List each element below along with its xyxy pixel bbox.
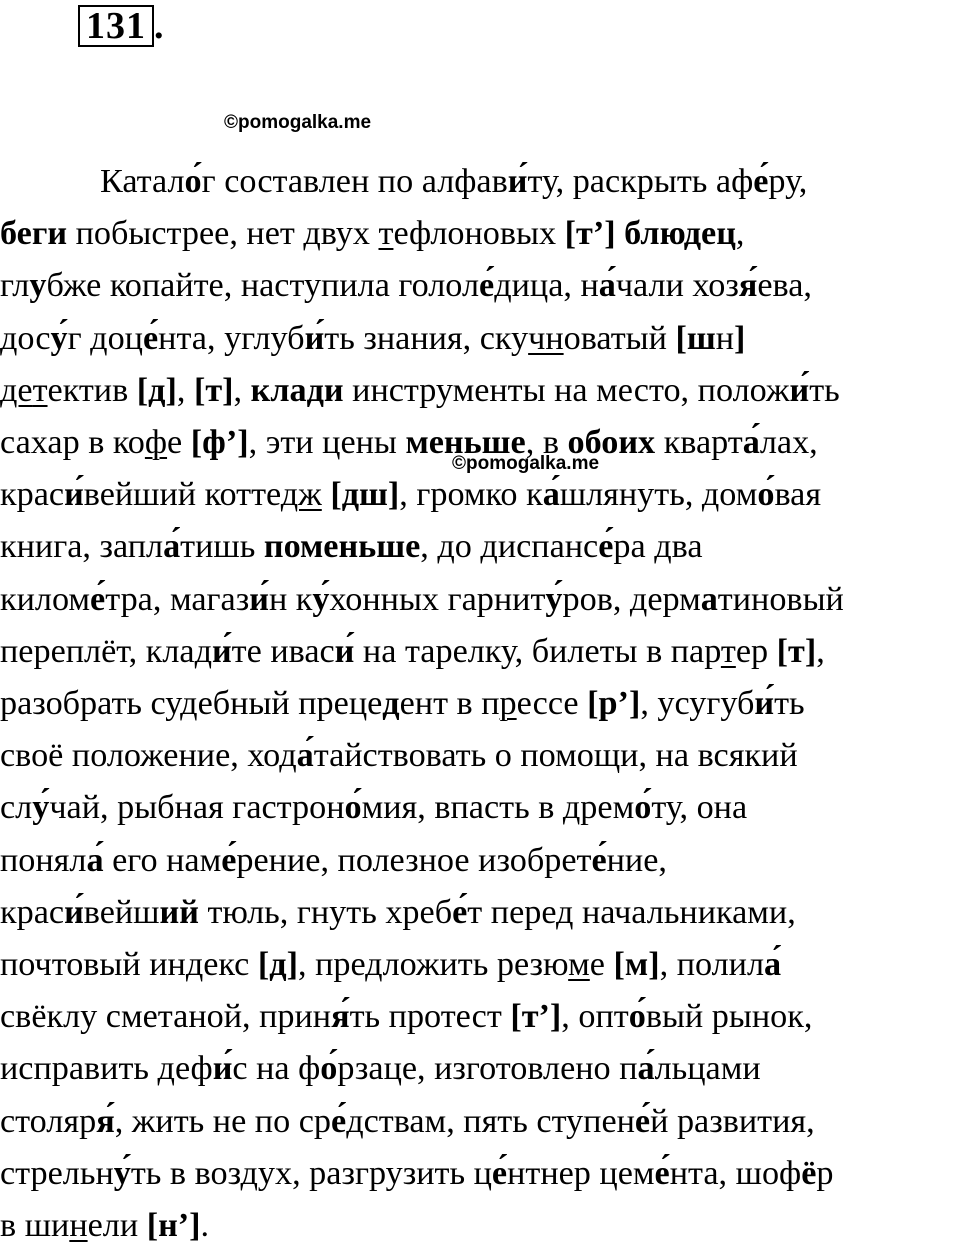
text-line [0,1154,834,1194]
emphasis-text: о́ [628,998,646,1036]
text-segment: хонных гарнит [329,580,546,618]
text-segment: , [735,215,745,253]
text-segment: , [176,371,194,409]
text-line [0,632,825,672]
emphasis-text: о́ [344,789,362,827]
emphasis-text: я́ [96,1102,115,1140]
emphasis-text: [т] [193,371,234,409]
text-segment: н к [268,580,313,618]
text-segment: кварт [655,424,743,461]
emphasis-text: поменьше [263,528,421,566]
text-segment: ессе [516,685,588,722]
text-segment: тиновый [717,580,844,618]
text-segment: нтнер цем [507,1154,655,1192]
emphasis-text: блюдец [624,215,736,253]
text-line [0,788,747,828]
emphasis-text: [т] [776,632,817,670]
emphasis-text: е́ [221,841,237,879]
text-segment: тра, магаз [105,580,250,618]
text-line [0,684,805,724]
text-segment: ту, она [651,789,748,827]
text-segment: стрельн [0,1154,114,1192]
text-segment: побыстрее, нет двух [67,215,379,253]
emphasis-text: а́ [86,841,104,879]
emphasis-text: у́ [32,789,50,827]
text-segment: ров, дерм [562,580,701,618]
text-segment: те ивас [231,632,335,670]
text-segment: книга, запл [0,528,164,566]
emphasis-text: е́ [591,841,607,879]
text-segment: ент в п [399,685,500,722]
emphasis-text: о́ [634,789,652,827]
text-segment: ер [735,632,777,670]
text-segment: килом [0,580,91,618]
emphasis-text: [д] [257,946,298,983]
text-line [100,162,807,202]
emphasis-text: у́ [113,1154,131,1192]
text-line [0,1102,815,1142]
text-line [0,527,703,567]
text-segment: , эти цены [248,424,406,461]
emphasis-text: е́ [90,580,106,618]
text-segment: нта, углуб [158,319,305,357]
text-segment: почтовый ин [0,946,186,983]
emphasis-text: у [29,267,47,305]
text-segment: столяр [0,1102,97,1140]
text-segment: тюль, гнуть хреб [198,893,453,931]
emphasis-text: я́ [331,998,350,1036]
emphasis-text: и́ [212,1050,233,1088]
text-segment: , жить не по ср [114,1102,331,1140]
underlined-text: т [32,371,48,409]
text-line [0,580,844,620]
text-segment: дствам, пять ступен [346,1102,635,1140]
text-segment: г составлен по алфав [201,163,508,200]
underlined-text: де [0,371,33,409]
emphasis-text: и́ [754,685,775,722]
text-line [0,423,818,463]
text-segment: бже копайте, наступила голол [46,267,480,305]
emphasis-text: [н’] [146,1207,201,1244]
text-segment: лах, [759,424,818,461]
text-segment: н [715,319,734,357]
text-segment: дос [0,319,51,357]
emphasis-text: а́ [764,946,782,983]
text-segment: , опт [561,998,629,1036]
underlined-text: м [568,946,590,983]
text-segment: инструменты на место, полож [343,371,790,409]
text-segment: вейш [83,893,160,931]
emphasis-text: е́ [142,319,159,357]
emphasis-text: ий [159,893,199,931]
emphasis-text: и́ [334,632,355,670]
emphasis-text: е́ [654,1154,670,1192]
emphasis-text: беги [0,215,68,253]
text-segment: крас [0,893,65,931]
emphasis-text: е́ [634,1102,651,1140]
text-segment: ели [87,1207,147,1244]
emphasis-text: и́ [304,319,325,357]
text-segment: ть знания, ску [324,319,529,357]
text-segment: ру, [768,163,808,200]
text-line [0,319,745,359]
text-segment: на тарелку, билеты в пар [354,632,721,670]
text-segment: , громко к [399,476,543,514]
emphasis-text: клади [250,371,344,409]
text-segment: ту, раскрыть аф [527,163,754,200]
emphasis-text: я́ [738,267,758,305]
emphasis-text: а́ [742,424,760,461]
text-segment: в ши [0,1207,70,1244]
emphasis-text: [ш [675,319,716,357]
exercise-number: 131 . [78,5,165,47]
text-segment: рение, полезное изобрет [236,841,592,879]
emphasis-text: а́ [542,476,560,514]
text-segment: своё положение, ход [0,737,297,775]
text-line [0,841,667,881]
emphasis-text: и́ [64,476,84,514]
text-segment: льцами [654,1050,761,1088]
text-segment: ефлоновых [393,215,565,253]
emphasis-text: а́ [296,737,314,775]
emphasis-text: д [382,685,400,722]
text-segment: вая [774,476,822,514]
text-line [0,893,796,933]
text-segment: . [200,1207,210,1244]
text-segment: , в [525,424,568,461]
emphasis-text: о́ [320,1050,338,1088]
emphasis-text: и́ [211,632,232,670]
text-segment: , [816,632,825,670]
emphasis-text: и́ [507,163,528,200]
emphasis-text: обоих [567,424,656,461]
text-segment: Катал [100,163,185,200]
emphasis-text: е́ [753,163,769,200]
emphasis-text: е́ [479,267,495,305]
emphasis-text: ] [734,319,746,357]
watermark: ©pomogalka.me [224,112,372,133]
emphasis-text: о́ [184,163,202,200]
emphasis-text: и́ [249,580,269,618]
underlined-text: н [69,1207,88,1244]
text-segment [616,215,625,252]
emphasis-text: е́ [452,893,468,931]
emphasis-text: у́ [50,319,68,357]
underlined-text: дж [280,476,322,514]
text-segment: ть [774,685,805,722]
emphasis-text: е́ [331,1102,347,1140]
text-segment: гл [0,267,30,305]
text-line [0,214,744,254]
text-line [0,1206,209,1246]
underlined-text: т [378,215,394,253]
emphasis-text: [м] [613,946,660,983]
emphasis-text: и́ [64,893,84,931]
emphasis-text: [р’] [587,685,641,722]
underlined-text: д [185,946,204,983]
emphasis-text: а́ [637,1050,655,1088]
text-segment: , усугуб [640,685,755,722]
text-segment: дица, н [494,267,599,305]
text-segment: разобрать судебный преце [0,685,383,722]
text-line [0,1049,761,1089]
exercise-number-box: 131 [78,5,154,47]
text-segment: , полил [659,946,765,983]
text-segment: мия, впасть в дрем [361,789,635,827]
text-segment: свёклу сметаной, прин [0,998,332,1036]
text-segment: ть в воздух, разгрузить ц [130,1154,492,1192]
text-segment: крас [0,476,65,514]
emphasis-text: [т’] [564,215,616,253]
text-segment: ть [809,371,840,409]
text-segment: оватый [563,319,676,357]
text-segment: вейший котте [83,476,281,514]
underlined-text: т [720,632,736,670]
text-line [0,997,812,1037]
text-segment: чали хоз [615,267,739,305]
emphasis-text: [ф’] [190,424,249,461]
text-segment: понял [0,841,87,879]
emphasis-text: о́ [757,476,775,514]
emphasis-text: е́ [598,528,614,566]
text-segment: , предложить резю [297,946,569,983]
text-segment: е [589,946,614,983]
text-segment: его нам [103,841,222,879]
text-segment: тайствовать о помощи, на всякий [313,737,798,775]
text-segment: , [233,371,251,409]
text-line [0,736,798,776]
text-segment: екс [203,946,258,983]
text-line [0,945,781,985]
underlined-text: р [499,685,517,722]
watermark: ©pomogalka.me [452,453,600,474]
text-segment: сл [0,789,33,827]
text-segment: переплёт, клад [0,632,212,670]
emphasis-text: меньше [405,424,526,461]
emphasis-text: и́ [789,371,810,409]
text-segment: г доц [67,319,143,357]
emphasis-text: е́ [491,1154,508,1192]
underlined-text: чн [528,319,564,357]
text-segment: сахар в ко [0,424,145,461]
text-segment: с на ф [232,1050,321,1088]
text-segment: тишь [180,528,264,566]
text-segment: рзаце, изготовлено п [337,1050,638,1088]
emphasis-text: [д] [136,371,177,409]
emphasis-text: а́ [163,528,181,566]
emphasis-text: [т’] [510,998,562,1036]
emphasis-text: у́ [545,580,563,618]
text-segment: исправить деф [0,1050,213,1088]
text-segment: ние, [606,841,667,879]
text-segment: , до диспанс [420,528,599,566]
text-segment: т перед начальниками, [467,893,796,931]
text-segment: ра два [613,528,703,566]
text-segment: р [816,1154,834,1192]
text-segment: ева, [757,267,812,305]
text-segment: ектив [47,371,137,409]
text-segment: е [167,424,191,461]
text-line [0,475,821,515]
underlined-text: ф [144,424,168,461]
emphasis-text: у́ [312,580,330,618]
text-segment: чай, рыбная гастрон [49,789,345,827]
text-line [0,371,840,411]
emphasis-text: ё [801,1154,817,1192]
emphasis-text: а́ [598,267,616,305]
text-line [0,266,812,306]
emphasis-text: [дш] [330,476,400,514]
text-segment: ть протест [349,998,511,1036]
text-segment: шлянуть, дом [559,476,758,514]
text-segment: й развития, [650,1102,815,1140]
text-segment: нта, шоф [669,1154,802,1192]
text-segment: вый рынок, [645,998,813,1036]
emphasis-text: а [700,580,718,618]
